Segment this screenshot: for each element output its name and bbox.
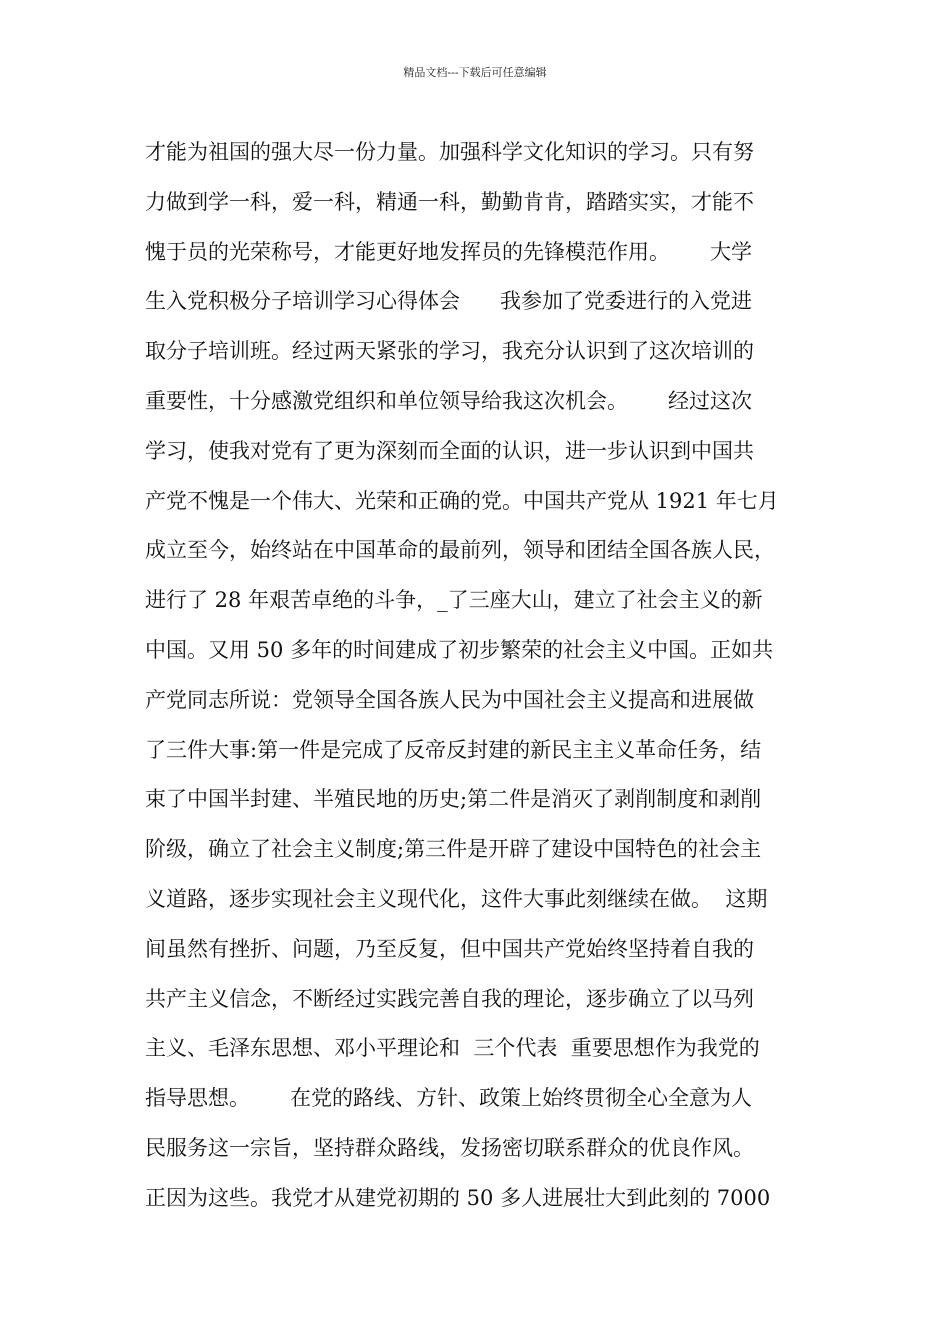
text-line: 成立至今，始终站在中国革命的最前列，领导和团结全国各族人民，	[145, 538, 775, 563]
text-line: 间虽然有挫折、问题，乃至反复，但中国共产党始终坚持着自我的	[145, 936, 754, 961]
text-line: 阶级，确立了社会主义制度;第三件是开辟了建设中国特色的社会主	[145, 837, 762, 862]
text-line: 取分子培训班。经过两天紧张的学习，我充分认识到了这次培训的	[145, 339, 754, 364]
text-line: 了三件大事:第一件是完成了反帝反封建的新民主主义革命任务，结	[145, 737, 762, 762]
text-line: 力做到学一科，爱一科，精通一科，勤勤肯肯，踏踏实实，才能不	[145, 189, 754, 214]
text-line: 义道路，逐步实现社会主义现代化，这件大事此刻继续在做。 这期	[145, 886, 768, 911]
text-line: 才能为祖国的强大尽一份力量。加强科学文化知识的学习。只有努	[145, 140, 754, 164]
text-line: 产党不愧是一个伟大、光荣和正确的党。中国共产党从 1921 年七月	[145, 488, 779, 513]
text-line: 民服务这一宗旨，坚持群众路线，发扬密切联系群众的优良作风。	[145, 1135, 754, 1160]
text-line: 学习，使我对党有了更为深刻而全面的认识，进一步认识到中国共	[145, 438, 754, 463]
text-line: 指导思想。 在党的路线、方针、政策上始终贯彻全心全意为人	[145, 1086, 753, 1111]
text-line: 正因为这些。我党才从建党初期的 50 多人进展壮大到此刻的 7000	[145, 1185, 771, 1210]
text-line: 愧于员的光荣称号，才能更好地发挥员的先锋模范作用。 大学	[145, 239, 753, 264]
text-line: 生入党积极分子培训学习心得体会 我参加了党委进行的入党进	[145, 289, 753, 314]
text-line: 主义、毛泽东思想、邓小平理论和 三个代表 重要思想作为我党的	[145, 1036, 760, 1061]
text-line: 共产主义信念，不断经过实践完善自我的理论，逐步确立了以马列	[145, 986, 754, 1011]
text-line: 产党同志所说：党领导全国各族人民为中国社会主义提高和进展做	[145, 687, 754, 712]
page-header: 精品文档---下载后可任意编辑	[403, 66, 547, 79]
text-line: 束了中国半封建、半殖民地的历史;第二件是消灭了剥削制度和剥削	[145, 787, 762, 812]
text-line: 中国。又用 50 多年的时间建成了初步繁荣的社会主义中国。正如共	[145, 637, 774, 662]
text-line: 进行了 28 年艰苦卓绝的斗争，_了三座大山，建立了社会主义的新	[145, 588, 763, 613]
document-body	[145, 128, 810, 1224]
text-line: 重要性，十分感激党组织和单位领导给我这次机会。 经过这次	[145, 388, 753, 413]
